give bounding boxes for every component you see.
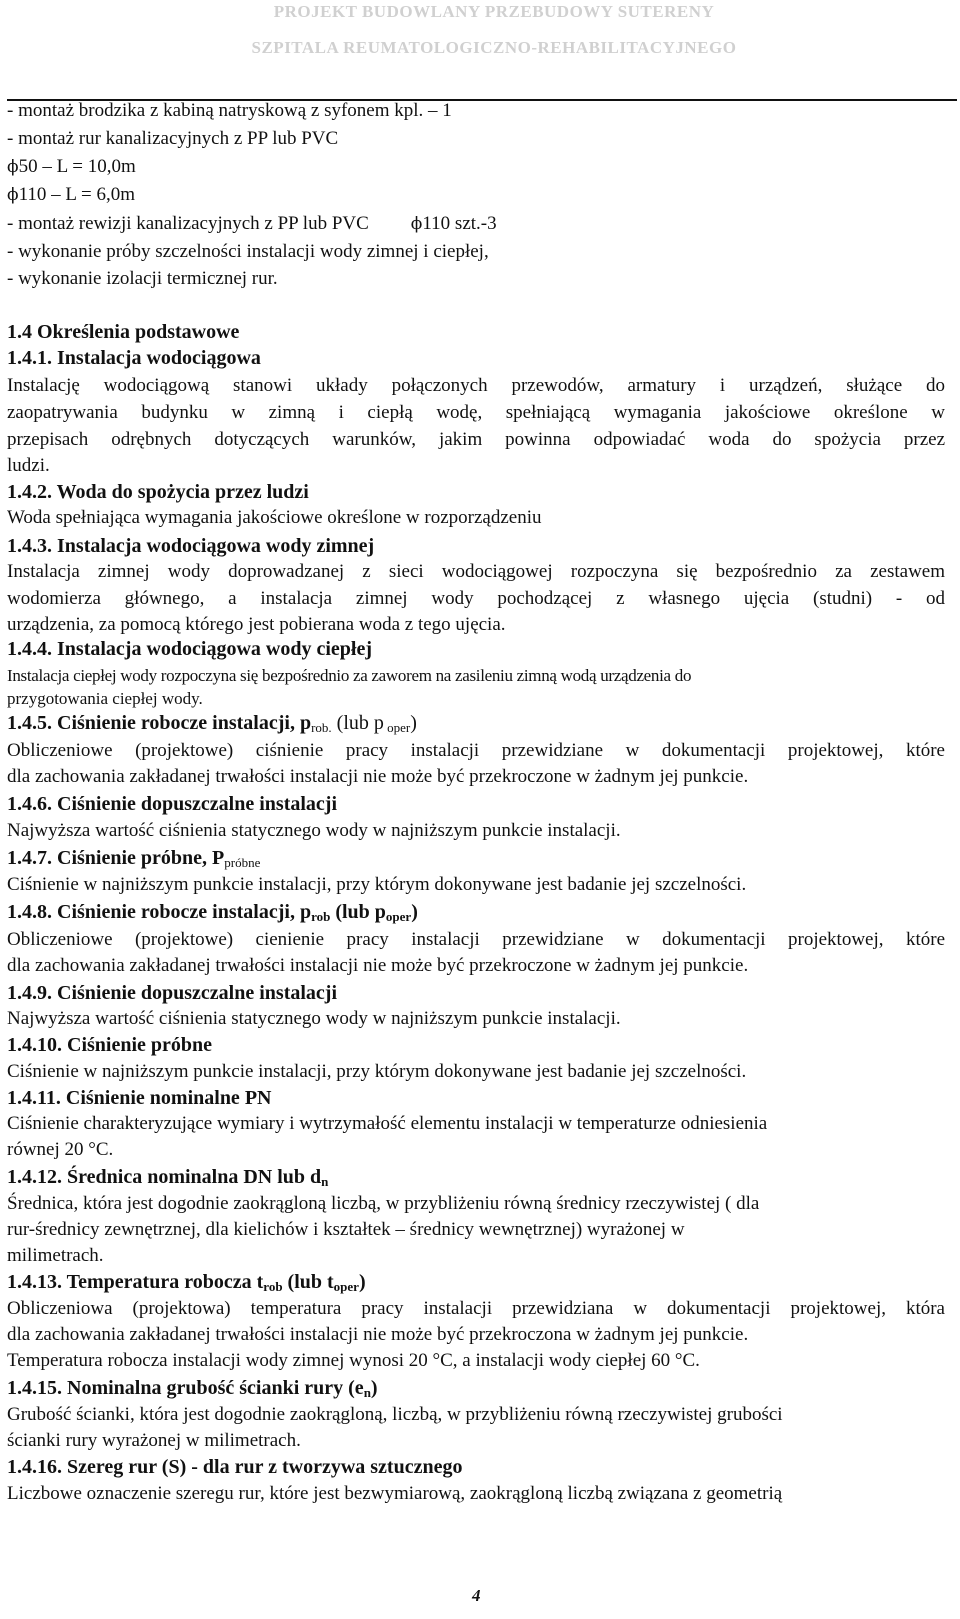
subscript: n (363, 1385, 371, 1400)
paragraph-line: Instalacja zimnej wody doprowadzanej z sieci wodociągowej rozpoczyna się bezpośrednio za zestawem (7, 561, 945, 582)
phi-symbol: ϕ (7, 157, 19, 177)
heading-text: 1.4.13. Temperatura robocza t (7, 1271, 264, 1293)
section-heading: 1.4.10. Ciśnienie próbne (7, 1034, 213, 1056)
section-heading: 1.4.9. Ciśnienie dopuszczalne instalacji (7, 982, 338, 1004)
paragraph-line: milimetrach. (7, 1245, 104, 1266)
section-heading (7, 712, 417, 739)
subscript: próbne (224, 855, 261, 870)
paragraph-line: Woda spełniająca wymagania jakościowe określone w rozporządzeniu (7, 507, 542, 528)
paragraph-line: Ciśnienie w najniższym punkcie instalacji, przy którym dokonywane jest badanie jej szczelności. (7, 1061, 747, 1082)
subscript: rob (263, 1279, 283, 1294)
heading-text: 1.4.7. Ciśnienie próbne, P (7, 847, 225, 869)
list-item: - montaż rur kanalizacyjnych z PP lub PVC (7, 128, 339, 149)
paragraph-line: przygotowania ciepłej wody. (7, 689, 203, 708)
heading-text: (lub p (330, 901, 386, 923)
paragraph-line: Obliczeniowa (projektowa) temperatura pracy instalacji przewidziana w dokumentacji projektowej, która (7, 1298, 945, 1319)
subscript: n (321, 1174, 329, 1189)
paragraph-line: dla zachowania zakładanej trwałości instalacji nie może być przekroczone w żadnym jej punkcie. (7, 766, 749, 787)
paragraph-line: ścianki rury wyrażonej w milimetrach. (7, 1430, 301, 1451)
heading-text: (lub p (331, 712, 384, 734)
paragraph-line: równej 20 °C. (7, 1139, 114, 1160)
paragraph-line: Najwyższa wartość ciśnienia statycznego wody w najniższym punkcie instalacji. (7, 1008, 621, 1029)
subscript: oper (385, 909, 412, 924)
paragraph-line: zaopatrywania budynku w zimną i ciepłą wodę, spełniającą wymagania jakościowe określone w (7, 402, 945, 423)
section-heading: 1.4.4. Instalacja wodociągowa wody ciepłej (7, 638, 372, 660)
paragraph-line: Obliczeniowe (projektowe) cienienie pracy instalacji przewidziane w dokumentacji projektowej, które (7, 929, 945, 950)
paragraph-line: dla zachowania zakładanej trwałości instalacji nie może być przekroczone w żadnym jej punkcie. (7, 955, 749, 976)
section-heading: 1.4.11. Ciśnienie nominalne PN (7, 1087, 272, 1109)
list-item-text: 110 – L = 6,0m (18, 184, 136, 205)
list-item (7, 213, 497, 235)
heading-text: 1.4.8. Ciśnienie robocze instalacji, p (7, 901, 312, 923)
list-item: - wykonanie próby szczelności instalacji wody zimnej i ciepłej, (7, 241, 489, 262)
paragraph-line: Liczbowe oznaczenie szeregu rur, które jest bezwymiarową, zaokrągloną liczbą związana z geometrią (7, 1483, 783, 1504)
section-heading: 1.4.2. Woda do spożycia przez ludzi (7, 481, 309, 503)
section-heading: 1.4 Określenia podstawowe (7, 321, 240, 343)
section-heading (7, 1377, 378, 1404)
section-heading: 1.4.3. Instalacja wodociągowa wody zimnej (7, 535, 375, 557)
subscript: rob (311, 909, 331, 924)
paragraph-line: Obliczeniowe (projektowe) ciśnienie pracy instalacji przewidziane w dokumentacji projektowej, które (7, 740, 945, 761)
phi-symbol: ϕ (7, 185, 19, 205)
heading-text: 1.4.5. Ciśnienie robocze instalacji, p (7, 712, 312, 734)
section-heading: 1.4.1. Instalacja wodociągowa (7, 347, 261, 369)
paragraph-line: urządzenia, za pomocą którego jest pobierana woda z tego ujęcia. (7, 614, 506, 635)
list-item-text: - montaż rewizji kanalizacyjnych z PP lub PVC (7, 213, 369, 234)
list-item-text: 110 szt.-3 (422, 213, 497, 234)
subscript: rob. (311, 720, 332, 735)
paragraph-line: Grubość ścianki, która jest dogodnie zaokrągloną, liczbą, w przybliżeniu równą rzeczywistej grubości (7, 1404, 783, 1425)
list-item: - wykonanie izolacji termicznej rur. (7, 268, 278, 289)
phi-symbol: ϕ (410, 214, 423, 234)
section-heading (7, 847, 260, 874)
paragraph-line: dla zachowania zakładanej trwałości instalacji nie może być przekroczona w żadnym jej punkcie. (7, 1324, 749, 1345)
heading-text: 1.4.15. Nominalna grubość ścianki rury (e (7, 1377, 364, 1399)
paragraph-line: Instalacja ciepłej wody rozpoczyna się bezpośrednio za zaworem na zasileniu zimną wodą urządzenia do (7, 666, 692, 685)
list-item: - montaż brodzika z kabiną natryskową z syfonem kpl. – 1 (7, 100, 452, 121)
paragraph-line: wodomierza głównego, a instalacja zimnej wody pochodzącej z własnego ujęcia (studni) - od (7, 588, 945, 609)
list-item (7, 156, 136, 178)
list-item (7, 184, 135, 206)
section-heading (7, 1166, 328, 1193)
section-heading: 1.4.6. Ciśnienie dopuszczalne instalacji (7, 793, 338, 815)
paragraph-line: ludzi. (7, 455, 50, 476)
paragraph-line: rur-średnicy zewnętrznej, dla kielichów i kształtek – średnicy wewnętrznej) wyrażonej w (7, 1219, 685, 1240)
subscript: oper (383, 720, 411, 735)
section-heading (7, 901, 418, 928)
paragraph-line: Instalację wodociągową stanowi układy połączonych przewodów, armatury i urządzeń, służące do (7, 375, 945, 396)
header-hospital-name: SZPITALA REUMATOLOGICZNO-REHABILITACYJNEGO (251, 38, 737, 57)
section-heading (7, 1271, 366, 1298)
heading-text: (lub t (282, 1271, 334, 1293)
paragraph-line: przepisach odrębnych dotyczących warunków, jakim powinna odpowiadać woda do spożycia przez (7, 429, 945, 450)
paragraph-line: Najwyższa wartość ciśnienia statycznego wody w najniższym punkcie instalacji. (7, 820, 621, 841)
header-project-title: PROJEKT BUDOWLANY PRZEBUDOWY SUTERENY (273, 2, 715, 21)
heading-text: 1.4.12. Średnica nominalna DN lub d (7, 1166, 322, 1188)
paragraph-line: Ciśnienie w najniższym punkcie instalacji, przy którym dokonywane jest badanie jej szczelności. (7, 874, 747, 895)
page-number: 4 (472, 1586, 481, 1605)
list-item-text: 50 – L = 10,0m (18, 156, 136, 177)
subscript: oper (333, 1279, 359, 1294)
paragraph-line: Temperatura robocza instalacji wody zimnej wynosi 20 °C, a instalacji wody ciepłej 60 °C. (7, 1350, 700, 1371)
section-heading: 1.4.16. Szereg rur (S) - dla rur z tworzywa sztucznego (7, 1456, 463, 1478)
heading-text: ) (410, 712, 417, 734)
heading-text: ) (411, 901, 418, 923)
heading-text: ) (370, 1377, 378, 1399)
heading-text: ) (358, 1271, 366, 1293)
paragraph-line: Średnica, która jest dogodnie zaokrągloną liczbą, w przybliżeniu równą średnicy rzeczywistej ( dla (7, 1193, 760, 1214)
paragraph-line: Ciśnienie charakteryzujące wymiary i wytrzymałość elementu instalacji w temperaturze odniesienia (7, 1113, 768, 1134)
